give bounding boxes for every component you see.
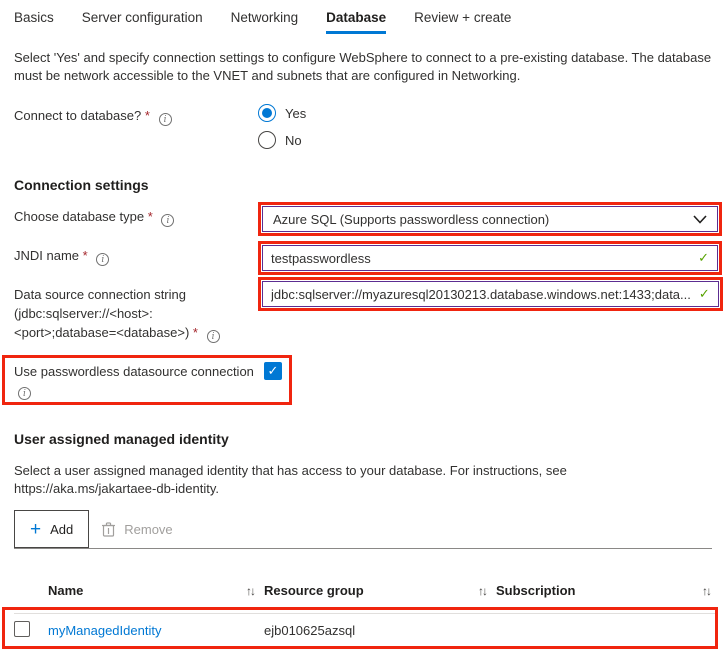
valid-check-icon: ✓ bbox=[698, 250, 709, 265]
radio-no[interactable] bbox=[258, 131, 722, 149]
remove-button-label: Remove bbox=[124, 521, 173, 537]
add-button-label: Add bbox=[50, 521, 74, 537]
sort-icon[interactable]: ↑↓ bbox=[702, 583, 710, 598]
identity-table-header bbox=[14, 583, 712, 607]
database-tab-description: Select 'Yes' and specify connection settings to configure WebSphere to connect to a pre-existing database. The database must be network accessible to the VNET and subnets that are configured in Networking. bbox=[14, 50, 712, 83]
info-icon[interactable]: i bbox=[161, 214, 174, 227]
column-header-resource-group[interactable]: Resource group ↑↓ bbox=[264, 583, 486, 598]
identity-name-link[interactable]: myManagedIdentity bbox=[48, 622, 162, 638]
radio-yes[interactable] bbox=[258, 104, 722, 122]
identity-table bbox=[14, 583, 712, 649]
radio-no-label: No bbox=[285, 132, 302, 148]
database-type-highlight-box bbox=[258, 202, 722, 236]
chevron-down-icon bbox=[693, 215, 707, 224]
database-type-row bbox=[14, 202, 726, 236]
passwordless-highlight-box bbox=[2, 355, 292, 405]
required-marker: * bbox=[144, 108, 150, 123]
jndi-name-value: testpasswordless bbox=[271, 250, 371, 266]
connection-string-label: Data source connection string (jdbc:sqlserver://<host>: <port>;database=<database>) * i bbox=[14, 277, 258, 343]
info-icon[interactable]: i bbox=[18, 387, 31, 400]
column-header-name[interactable]: Name ↑↓ bbox=[48, 583, 254, 598]
connection-string-highlight-box bbox=[258, 277, 723, 311]
radio-no-control[interactable] bbox=[258, 131, 276, 149]
connect-to-database-label: Connect to database? * i bbox=[14, 101, 258, 149]
passwordless-checkbox[interactable]: ✓ bbox=[264, 362, 282, 380]
passwordless-label: Use passwordless datasource connection bbox=[14, 363, 254, 379]
wizard-tabbar bbox=[0, 0, 726, 34]
row-checkbox[interactable] bbox=[14, 621, 30, 637]
tab-server-configuration[interactable]: Server configuration bbox=[81, 10, 203, 25]
tab-database[interactable]: Database bbox=[326, 10, 386, 34]
jndi-name-row bbox=[14, 241, 726, 275]
tab-networking[interactable]: Networking bbox=[230, 10, 299, 25]
connection-string-input[interactable] bbox=[262, 281, 719, 307]
info-icon[interactable]: i bbox=[159, 113, 172, 126]
jndi-name-label: JNDI name * i bbox=[14, 241, 258, 275]
table-row[interactable] bbox=[14, 613, 715, 646]
identity-row-highlight-box bbox=[2, 607, 718, 649]
radio-yes-label: Yes bbox=[285, 105, 307, 121]
connect-to-database-radio-group bbox=[258, 101, 722, 149]
sort-icon[interactable]: ↑↓ bbox=[246, 583, 254, 598]
radio-yes-control[interactable] bbox=[258, 104, 276, 122]
plus-icon: + bbox=[30, 518, 42, 540]
required-marker: * bbox=[192, 325, 198, 340]
database-type-dropdown[interactable] bbox=[262, 206, 718, 232]
managed-identity-heading: User assigned managed identity bbox=[14, 431, 229, 447]
remove-identity-button[interactable] bbox=[102, 510, 172, 548]
tab-basics[interactable]: Basics bbox=[14, 10, 54, 25]
required-marker: * bbox=[82, 248, 88, 263]
connect-to-database-row bbox=[14, 101, 726, 149]
column-header-subscription[interactable]: Subscription ↑↓ bbox=[496, 583, 710, 598]
jndi-name-highlight-box bbox=[258, 241, 722, 275]
database-type-label: Choose database type * i bbox=[14, 202, 258, 236]
add-identity-button[interactable] bbox=[14, 510, 89, 548]
identity-resource-group: ejb010625azsql bbox=[264, 622, 356, 638]
trash-icon bbox=[102, 522, 115, 537]
identity-toolbar bbox=[14, 510, 712, 549]
valid-check-icon: ✓ bbox=[698, 286, 710, 301]
info-icon[interactable]: i bbox=[96, 253, 109, 266]
tab-review-create[interactable]: Review + create bbox=[414, 10, 512, 25]
connection-settings-heading: Connection settings bbox=[14, 177, 149, 193]
jndi-name-input[interactable] bbox=[262, 245, 718, 271]
connection-string-value: jdbc:sqlserver://myazuresql20130213.database.windows.net:1433;data... bbox=[271, 286, 691, 302]
connection-string-row bbox=[14, 277, 726, 343]
info-icon[interactable]: i bbox=[207, 330, 220, 343]
database-type-value: Azure SQL (Supports passwordless connection) bbox=[273, 211, 550, 227]
sort-icon[interactable]: ↑↓ bbox=[478, 583, 486, 598]
managed-identity-description: Select a user assigned managed identity that has access to your database. For instructions, see https://aka.ms/jakartaee-db-identity. bbox=[14, 463, 567, 496]
required-marker: * bbox=[147, 209, 153, 224]
